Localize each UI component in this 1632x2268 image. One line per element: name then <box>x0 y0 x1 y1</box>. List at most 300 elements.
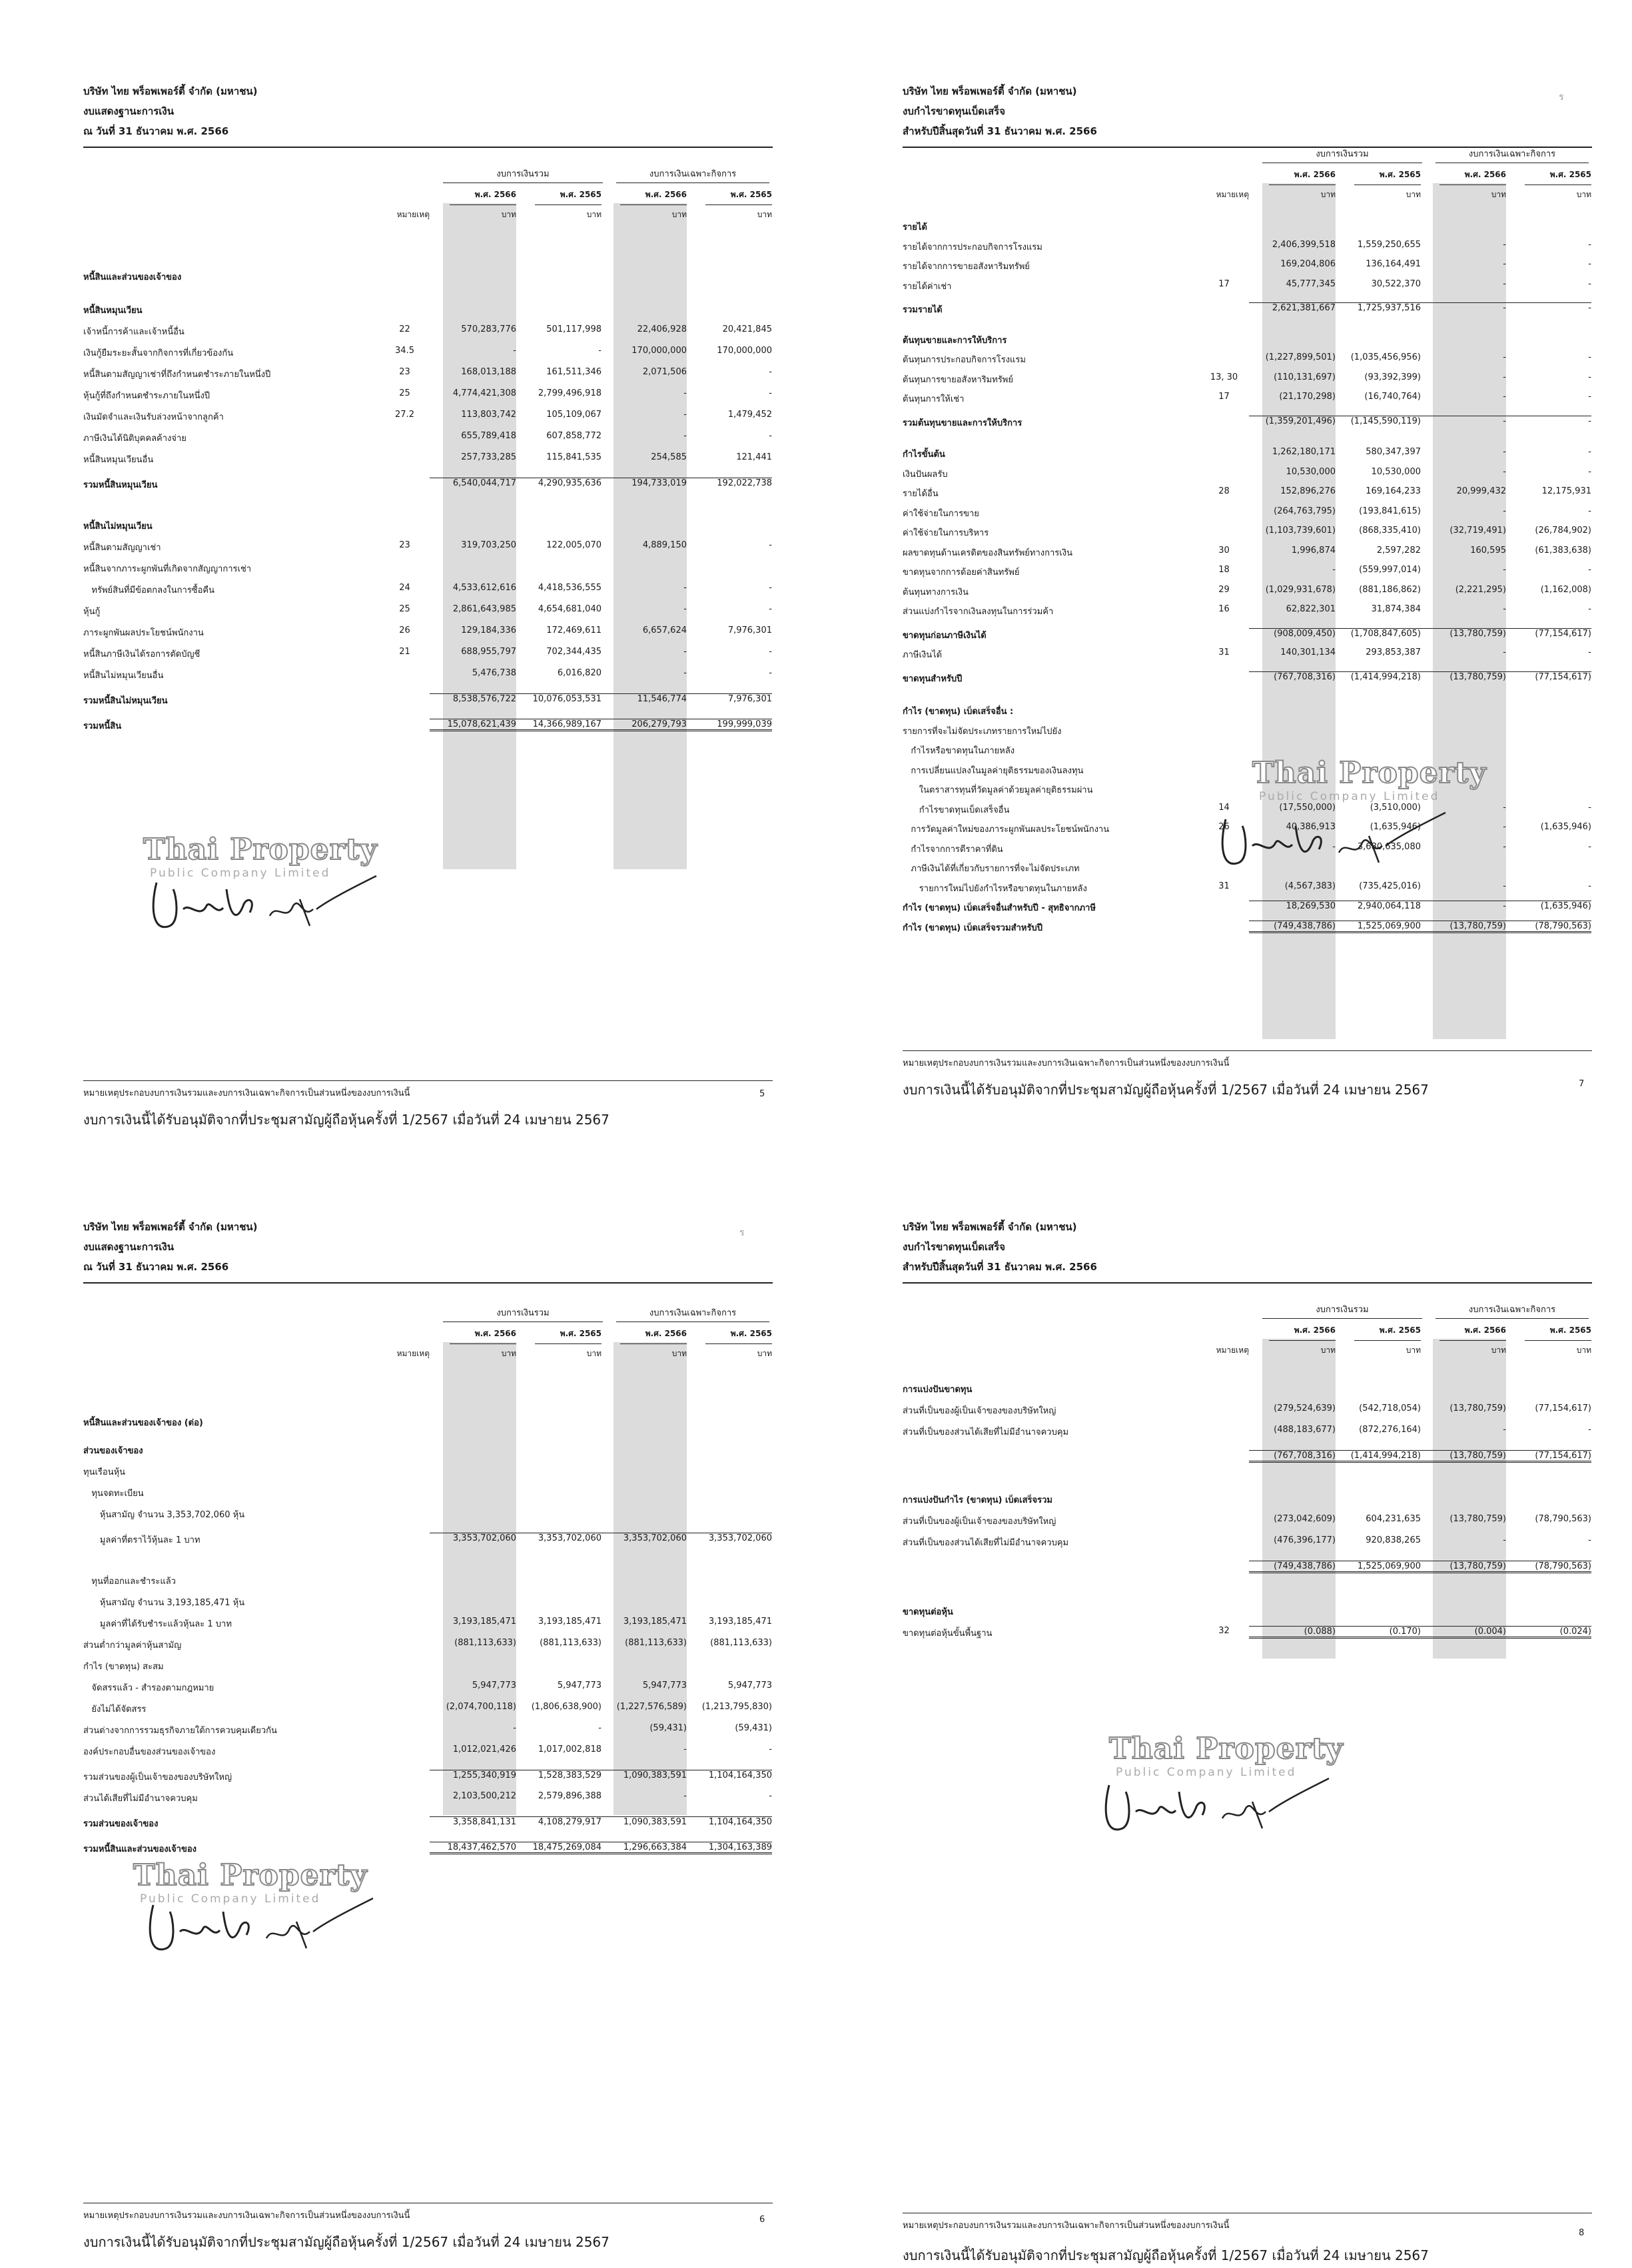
row-value: 115,841,535 <box>546 452 602 462</box>
statement-row <box>903 704 1592 721</box>
row-value: 2,799,496,918 <box>538 388 602 398</box>
year-header: พ.ศ. 2565 <box>1379 1325 1421 1335</box>
statement-row <box>903 743 1592 761</box>
statement-row <box>903 881 1592 899</box>
row-value: - <box>1588 604 1591 614</box>
year-header: พ.ศ. 2565 <box>560 190 602 199</box>
statement-row <box>83 1617 773 1634</box>
row-label: ส่วนที่เป็นของผู้เป็นเจ้าของของบริษัทใหญ่ <box>903 1406 1056 1416</box>
row-value: (767,708,316) <box>1249 1450 1336 1463</box>
statement-row <box>83 1770 773 1787</box>
notes-footer: หมายเหตุประกอบงบการเงินรวมและงบการเงินเฉพาะกิจการเป็นส่วนหนึ่งของงบการเงินนี้ <box>903 2221 1230 2231</box>
row-value: 169,204,806 <box>1280 259 1336 269</box>
statement-row <box>903 1535 1592 1553</box>
row-value: (872,276,164) <box>1359 1425 1421 1435</box>
row-value: (273,042,609) <box>1274 1514 1336 1524</box>
row-value: (749,438,786) <box>1249 921 1336 933</box>
statement-row <box>83 668 773 685</box>
row-value: (78,790,563) <box>1535 1514 1591 1524</box>
unit-label: บาท <box>1320 1345 1336 1355</box>
group-header-consolidated: งบการเงินรวม <box>1262 1302 1422 1319</box>
header-underline <box>535 204 602 205</box>
row-label: ส่วนแบ่งกำไรจากเงินลงทุนในการร่วมค้า <box>903 607 1054 617</box>
row-value: 10,530,000 <box>1371 466 1421 477</box>
row-label: ภาษีเงินได้ <box>903 650 943 660</box>
row-value: - <box>1588 1535 1591 1545</box>
statement-row <box>903 1605 1592 1622</box>
row-value: 501,117,998 <box>546 324 602 334</box>
row-label: การแบ่งปันกำไร (ขาดทุน) เบ็ดเสร็จรวม <box>903 1495 1052 1505</box>
row-value: 570,283,776 <box>461 324 516 334</box>
group-header-separate: งบการเงินเฉพาะกิจการ <box>616 167 769 183</box>
row-value: (21,170,298) <box>1279 392 1336 402</box>
row-value: - <box>683 668 687 678</box>
row-note: 26 <box>1218 822 1230 832</box>
row-note: 21 <box>399 647 410 657</box>
row-value: 604,231,635 <box>1366 1514 1421 1524</box>
logo-wordmark: Thai Property <box>1252 756 1487 790</box>
statement-row <box>903 546 1592 563</box>
row-value: - <box>769 367 772 377</box>
header-underline <box>620 204 687 205</box>
row-value: (0.170) <box>1334 1626 1421 1639</box>
statement-row <box>83 1702 773 1719</box>
row-value: (279,524,639) <box>1274 1403 1336 1413</box>
row-value: (1,035,456,956) <box>1350 352 1421 362</box>
row-value: (1,145,590,119) <box>1334 416 1421 426</box>
row-value: - <box>1503 352 1506 362</box>
row-label: ขาดทุนต่อหุ้นขั้นพื้นฐาน <box>903 1629 993 1639</box>
row-value: (881,113,633) <box>710 1638 772 1648</box>
row-label: ส่วนต่ำกว่ามูลค่าหุ้นสามัญ <box>83 1641 182 1651</box>
row-value: (1,162,008) <box>1540 584 1591 595</box>
approval-note: งบการเงินนี้ได้รับอนุมัติจากที่ประชุมสามัญผู้ถือหุ้นครั้งที่ 1/2567 เมื่อวันที่ 24 เมษายน 2567 <box>83 1112 610 1128</box>
row-value: 10,530,000 <box>1286 466 1336 477</box>
row-value: 1,262,180,171 <box>1272 447 1336 457</box>
row-value: - <box>1588 466 1591 477</box>
row-value: 169,164,233 <box>1366 486 1421 496</box>
row-value: - <box>1588 841 1591 852</box>
unit-label: บาท <box>1491 1345 1506 1355</box>
unit-label: บาท <box>1576 1345 1591 1355</box>
statement-row <box>903 901 1592 918</box>
header-underline <box>705 204 772 205</box>
row-value: 168,013,188 <box>461 367 516 377</box>
unit-label: บาท <box>501 1349 516 1358</box>
logo-wordmark: Thai Property <box>133 1858 368 1892</box>
signature <box>1096 1772 1336 1848</box>
row-note: 26 <box>399 625 410 635</box>
statement-row <box>903 1561 1592 1578</box>
year-header: พ.ศ. 2566 <box>1464 1325 1506 1335</box>
unit-label: บาท <box>1406 190 1421 199</box>
company-logo <box>1252 756 1487 803</box>
row-note: 27.2 <box>395 410 414 420</box>
row-note: 24 <box>399 583 410 593</box>
row-value: - <box>1588 506 1591 516</box>
row-value: 170,000,000 <box>631 346 687 356</box>
header-underline <box>705 1343 772 1344</box>
approval-note: งบการเงินนี้ได้รับอนุมัติจากที่ประชุมสามัญผู้ถือหุ้นครั้งที่ 1/2567 เมื่อวันที่ 24 เมษายน 2567 <box>903 2247 1429 2263</box>
row-label: กำไรขั้นต้น <box>903 450 945 460</box>
notes-footer: หมายเหตุประกอบงบการเงินรวมและงบการเงินเฉพาะกิจการเป็นส่วนหนึ่งของงบการเงินนี้ <box>903 1058 1230 1068</box>
row-label: หนี้สินหมุนเวียน <box>83 306 143 316</box>
signature <box>143 869 383 945</box>
row-value: 1,012,021,426 <box>452 1744 516 1754</box>
row-label: การแบ่งปันขาดทุน <box>903 1385 973 1395</box>
row-value: - <box>1588 372 1591 382</box>
row-label: ต้นทุนทางการเงิน <box>903 587 969 597</box>
row-label: รวมหนี้สิน <box>83 721 122 731</box>
approval-note: งบการเงินนี้ได้รับอนุมัติจากที่ประชุมสามัญผู้ถือหุ้นครั้งที่ 1/2567 เมื่อวันที่ 24 เมษายน 2567 <box>903 1082 1429 1098</box>
row-value: 136,164,491 <box>1366 259 1421 269</box>
row-label: หนี้สินและส่วนของเจ้าของ <box>83 272 182 282</box>
row-value: (110,131,697) <box>1274 372 1336 382</box>
year-header: พ.ศ. 2566 <box>1464 170 1506 179</box>
row-value: - <box>683 1744 687 1754</box>
row-value: 2,406,399,518 <box>1272 239 1336 250</box>
statement-row <box>83 1486 773 1503</box>
row-label: ทุนจดทะเบียน <box>83 1489 144 1499</box>
row-value: - <box>1420 901 1506 911</box>
row-value: (1,359,201,496) <box>1249 416 1336 426</box>
company-name: บริษัท ไทย พร็อพเพอร์ตี้ จำกัด (มหาชน) <box>903 85 1077 97</box>
row-value: - <box>1503 239 1506 250</box>
row-value: 4,654,681,040 <box>538 604 602 614</box>
row-value: - <box>1420 302 1506 313</box>
page-number: 5 <box>759 1089 765 1099</box>
statement-row <box>903 259 1592 276</box>
year-header: พ.ศ. 2565 <box>730 190 772 199</box>
logo-subtitle: Public Company Limited <box>140 1892 321 1906</box>
statement-row <box>83 647 773 664</box>
statement-row <box>83 540 773 558</box>
row-value: - <box>1503 466 1506 477</box>
row-value: - <box>1503 392 1506 402</box>
row-label: การเปลี่ยนแปลงในมูลค่ายุติธรรมของเงินลงทุน <box>903 765 1084 776</box>
row-label: ทุนที่ออกและชำระแล้ว <box>83 1577 176 1587</box>
row-note: 29 <box>1218 584 1230 595</box>
unit-label: บาท <box>1406 1345 1421 1355</box>
row-value: (881,113,633) <box>625 1638 687 1648</box>
row-value: (193,841,615) <box>1359 506 1421 516</box>
row-value: - <box>683 604 687 614</box>
row-value: 4,108,279,917 <box>515 1816 602 1827</box>
group-header-separate: งบการเงินเฉพาะกิจการ <box>1435 147 1589 163</box>
row-value: - <box>1503 841 1506 852</box>
row-value: - <box>1588 239 1591 250</box>
row-value: (77,154,617) <box>1505 1450 1591 1463</box>
row-label: กำไรหรือขาดทุนในภายหลัง <box>903 746 1015 756</box>
row-label: เจ้าหนี้การค้าและเจ้าหนี้อื่น <box>83 327 185 337</box>
statement-subtitle: ณ วันที่ 31 ธันวาคม พ.ศ. 2566 <box>83 1261 229 1273</box>
statement-row <box>903 416 1592 433</box>
row-value: 1,104,164,350 <box>685 1770 772 1780</box>
row-value: - <box>1420 416 1506 426</box>
row-value: - <box>1503 372 1506 382</box>
statement-row <box>83 1681 773 1698</box>
statement-row <box>903 1450 1592 1467</box>
row-value: (476,396,177) <box>1274 1535 1336 1545</box>
row-value: 4,418,536,555 <box>538 583 602 593</box>
row-label: จัดสรรแล้ว - สำรองตามกฎหมาย <box>83 1683 214 1693</box>
row-value: 5,947,773 <box>727 1681 772 1691</box>
statement-row <box>83 1744 773 1762</box>
row-value: - <box>1588 647 1591 657</box>
row-note: 17 <box>1218 278 1230 289</box>
row-note: 17 <box>1218 392 1230 402</box>
row-value: (1,708,847,605) <box>1334 628 1421 639</box>
row-value: - <box>1503 278 1506 289</box>
row-value: 20,999,432 <box>1456 486 1506 496</box>
row-value: - <box>683 583 687 593</box>
statement-row <box>83 1574 773 1591</box>
row-value: 192,022,738 <box>685 478 772 488</box>
row-value: 1,996,874 <box>1291 545 1336 556</box>
row-value: 5,476,738 <box>472 668 516 678</box>
row-value: - <box>1588 565 1591 575</box>
year-header: พ.ศ. 2566 <box>474 1329 516 1338</box>
row-value: 580,347,397 <box>1366 447 1421 457</box>
note-column-header: หมายเหตุ <box>1216 1345 1249 1355</box>
row-value: 140,301,134 <box>1280 647 1336 657</box>
row-value: 254,585 <box>651 452 687 462</box>
row-value: (2,221,295) <box>1455 584 1506 595</box>
row-value: 4,889,150 <box>642 540 687 550</box>
header-underline <box>1525 1340 1591 1341</box>
row-value: - <box>769 647 772 657</box>
signature <box>1212 806 1452 882</box>
row-value: 2,579,896,388 <box>538 1791 602 1801</box>
statement-page <box>859 27 1632 1132</box>
row-value: (908,009,450) <box>1249 628 1336 639</box>
group-header-separate: งบการเงินเฉพาะกิจการ <box>1435 1302 1589 1319</box>
row-label: หุ้นกู้ <box>83 607 101 617</box>
statement-row <box>903 1626 1592 1643</box>
company-name: บริษัท ไทย พร็อพเพอร์ตี้ จำกัด (มหาชน) <box>83 85 258 97</box>
logo-subtitle: Public Company Limited <box>1259 790 1440 803</box>
statement-row <box>83 1791 773 1808</box>
row-value: - <box>1332 841 1336 852</box>
row-value: (735,425,016) <box>1359 881 1421 891</box>
row-value: - <box>1505 302 1591 313</box>
row-label: รวมรายได้ <box>903 305 943 315</box>
row-value: 5,947,773 <box>642 1681 687 1691</box>
statement-row <box>903 302 1592 320</box>
row-label: องค์ประกอบอื่นของส่วนของเจ้าของ <box>83 1747 216 1757</box>
logo-wordmark: Thai Property <box>143 833 378 867</box>
row-note: 34.5 <box>395 346 414 356</box>
row-value: 2,621,381,667 <box>1249 302 1336 313</box>
statement-row <box>83 719 773 736</box>
row-value: - <box>769 583 772 593</box>
unit-label: บาท <box>1576 190 1591 199</box>
statement-title: งบแสดงฐานะการเงิน <box>83 105 175 117</box>
row-value: (542,718,054) <box>1359 1403 1421 1413</box>
statement-row <box>903 724 1592 741</box>
logo-subtitle: Public Company Limited <box>1116 1766 1297 1779</box>
unit-label: บาท <box>757 1349 772 1358</box>
row-value: (767,708,316) <box>1249 671 1336 682</box>
statement-page <box>40 1162 813 2268</box>
row-value: - <box>1588 352 1591 362</box>
statement-row <box>83 604 773 621</box>
row-value: (0.004) <box>1420 1626 1506 1639</box>
row-value: 257,733,285 <box>461 452 516 462</box>
row-value: 15,078,621,439 <box>430 719 516 731</box>
company-name: บริษัท ไทย พร็อพเพอร์ตี้ จำกัด (มหาชน) <box>83 1221 258 1233</box>
row-value: 702,344,435 <box>546 647 602 657</box>
row-value: - <box>683 410 687 420</box>
row-value: 3,353,702,060 <box>600 1533 687 1543</box>
year-header: พ.ศ. 2565 <box>1549 1325 1591 1335</box>
row-value: - <box>1588 278 1591 289</box>
year-header: พ.ศ. 2565 <box>560 1329 602 1338</box>
row-label: ขาดทุนจากการด้อยค่าสินทรัพย์ <box>903 567 1020 577</box>
row-label: รายได้จากการขายอสังหาริมทรัพย์ <box>903 262 1030 272</box>
row-note: 32 <box>1218 1626 1230 1636</box>
row-value: 18,475,269,084 <box>515 1842 602 1854</box>
year-header: พ.ศ. 2565 <box>730 1329 772 1338</box>
row-value: 18,437,462,570 <box>430 1842 516 1854</box>
row-value: (59,431) <box>735 1723 772 1733</box>
row-value: (1,635,946) <box>1370 822 1421 832</box>
note-column-header: หมายเหตุ <box>1216 190 1249 199</box>
row-value: 655,789,418 <box>461 431 516 441</box>
statement-row <box>903 585 1592 602</box>
row-value: (26,784,902) <box>1535 526 1591 536</box>
row-label: ส่วนต่างจากการรวมธุรกิจภายใต้การควบคุมเดียวกัน <box>83 1726 277 1736</box>
row-value: (1,414,994,218) <box>1334 671 1421 682</box>
header-underline <box>450 204 516 205</box>
approval-note: งบการเงินนี้ได้รับอนุมัติจากที่ประชุมสามัญผู้ถือหุ้นครั้งที่ 1/2567 เมื่อวันที่ 24 เมษายน 2567 <box>83 2234 610 2250</box>
row-value: 172,469,611 <box>546 625 602 635</box>
row-value: 6,657,624 <box>642 625 687 635</box>
statement-row <box>903 647 1592 665</box>
statement-row <box>83 1638 773 1655</box>
row-note: 23 <box>399 367 410 377</box>
row-value: (0.088) <box>1249 1626 1336 1639</box>
row-label: รวมส่วนของผู้เป็นเจ้าของของบริษัทใหญ่ <box>83 1772 232 1782</box>
statement-row <box>903 565 1592 582</box>
row-label: ส่วนที่เป็นของส่วนได้เสียที่ไม่มีอำนาจควบคุม <box>903 1538 1069 1548</box>
row-label: รวมหนี้สินหมุนเวียน <box>83 480 158 490</box>
row-label: ต้นทุนขายและการให้บริการ <box>903 335 1007 346</box>
row-value: 18,269,530 <box>1249 901 1336 911</box>
row-value: 1,296,663,384 <box>600 1842 687 1854</box>
year-header: พ.ศ. 2565 <box>1549 170 1591 179</box>
row-label: รายได้อื่น <box>903 489 939 499</box>
row-value: 14,366,989,167 <box>515 719 602 731</box>
row-value: - <box>1503 604 1506 614</box>
row-value: - <box>769 1791 772 1801</box>
row-label: รวมหนี้สินไม่หมุนเวียน <box>83 696 168 706</box>
row-value: (559,997,014) <box>1359 565 1421 575</box>
header-underline <box>1354 1340 1421 1341</box>
row-value: 5,947,773 <box>472 1681 516 1691</box>
row-label: หนี้สินภาษีเงินได้รอการตัดบัญชี <box>83 649 201 659</box>
row-value: 607,858,772 <box>546 431 602 441</box>
row-value: 194,733,019 <box>600 478 687 488</box>
row-note: 23 <box>399 540 410 550</box>
row-value: (59,431) <box>649 1723 687 1733</box>
row-value: - <box>1505 416 1591 426</box>
row-value: - <box>598 346 602 356</box>
row-value: - <box>598 1723 602 1733</box>
statement-row <box>83 562 773 579</box>
statement-row <box>83 1415 773 1433</box>
row-label: ส่วนที่เป็นของผู้เป็นเจ้าของของบริษัทใหญ่ <box>903 1517 1056 1527</box>
row-value: (13,780,759) <box>1420 921 1506 933</box>
row-label: ต้นทุนการขายอสังหาริมทรัพย์ <box>903 374 1013 385</box>
statement-row <box>903 1493 1592 1510</box>
row-value: (13,780,759) <box>1449 1514 1506 1524</box>
row-label: กำไรจากการตีราคาที่ดิน <box>903 844 1003 855</box>
row-value: 319,703,250 <box>461 540 516 550</box>
row-value: - <box>769 388 772 398</box>
row-value: - <box>683 388 687 398</box>
row-value: - <box>1588 1425 1591 1435</box>
row-value: 6,016,820 <box>557 668 602 678</box>
row-value: - <box>1503 506 1506 516</box>
header-rule <box>903 1282 1592 1284</box>
row-value: 1,525,069,900 <box>1334 921 1421 933</box>
row-label: รายการที่จะไม่จัดประเภทรายการใหม่ไปยัง <box>903 726 1062 737</box>
year-header: พ.ศ. 2566 <box>1294 170 1336 179</box>
year-header: พ.ศ. 2565 <box>1379 170 1421 179</box>
unit-label: บาท <box>586 210 602 219</box>
row-label: กำไร (ขาดทุน) เบ็ดเสร็จอื่น : <box>903 707 1014 717</box>
statement-row <box>83 367 773 384</box>
row-note: 16 <box>1218 604 1230 614</box>
row-label: หนี้สินไม่หมุนเวียน <box>83 522 153 532</box>
notes-footer: หมายเหตุประกอบงบการเงินรวมและงบการเงินเฉพาะกิจการเป็นส่วนหนึ่งของงบการเงินนี้ <box>83 1088 410 1098</box>
row-value: - <box>683 431 687 441</box>
statement-row <box>903 783 1592 800</box>
row-value: 4,533,612,616 <box>452 583 516 593</box>
statement-row <box>903 604 1592 621</box>
statement-row <box>903 526 1592 543</box>
row-value: 2,071,506 <box>642 367 687 377</box>
row-value: 22,406,928 <box>637 324 687 334</box>
row-value: 152,896,276 <box>1280 486 1336 496</box>
page-number: 8 <box>1579 2228 1585 2238</box>
row-label: มูลค่าที่ตราไว้หุ้นละ 1 บาท <box>83 1535 201 1545</box>
row-value: 5,947,773 <box>557 1681 602 1691</box>
row-note: 25 <box>399 604 410 614</box>
group-header-consolidated: งบการเงินรวม <box>443 1306 603 1322</box>
row-value: 161,511,346 <box>546 367 602 377</box>
row-value: (749,438,786) <box>1249 1561 1336 1573</box>
statement-title: งบกำไรขาดทุนเบ็ดเสร็จ <box>903 105 1006 117</box>
header-rule <box>83 1282 773 1284</box>
row-label: หนี้สินหมุนเวียนอื่น <box>83 455 154 465</box>
row-value: 30,522,370 <box>1371 278 1421 289</box>
row-value: 4,290,935,636 <box>515 478 602 488</box>
row-value: - <box>513 346 516 356</box>
row-label: รายได้ <box>903 222 927 232</box>
row-value: 1,017,002,818 <box>538 1744 602 1754</box>
row-value: 3,193,185,471 <box>708 1617 772 1627</box>
statement-row <box>83 452 773 470</box>
row-label: เงินกู้ยืมระยะสั้นจากกิจการที่เกี่ยวข้องกัน <box>83 348 234 358</box>
row-label: ภาษีเงินได้นิติบุคคลค้างจ่าย <box>83 434 187 444</box>
header-rule <box>83 147 773 148</box>
header-underline <box>535 1343 602 1344</box>
page-number: 7 <box>1579 1079 1585 1089</box>
unit-label: บาท <box>501 210 516 219</box>
row-value: 1,525,069,900 <box>1334 1561 1421 1573</box>
